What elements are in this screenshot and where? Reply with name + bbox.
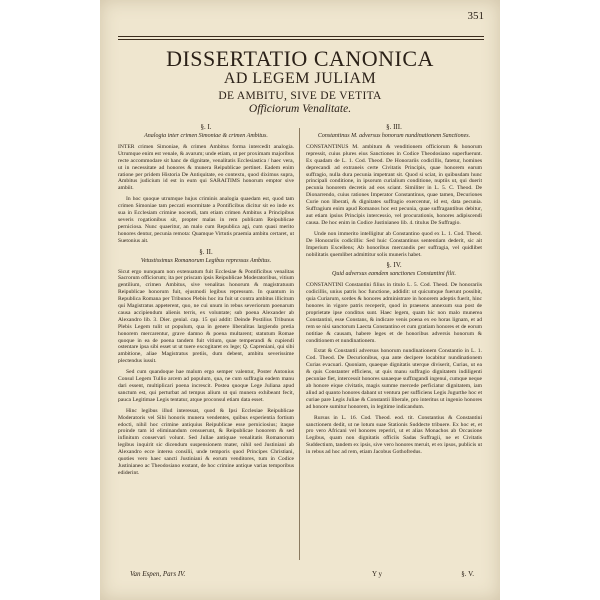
title-line-3: DE AMBITU, SIVE DE VETITA — [218, 90, 382, 102]
section-3-paragraph-2: Unde non immerito intelligitur ab Constantino quod ex L. 1. Cod. Theod. De Honorariis codicillis: Sed huic Constantinus sententiam dederit, sic ait Imperium Excellens; Ab honoribus mercandis per suffragia, vel quidlibet nobilitatis quemlibet admittitur solis muneris habet. — [306, 230, 482, 258]
section-2-label: §. II. — [199, 247, 213, 256]
section-2-paragraph-2: Sed cum quandoque hae malum ergo semper valentur, Poster Antonius Consul Legem Tullio arcem ad populum, qua, ne cum suffragia eadem manu dari essent, multiplicari poena increscit. Postea quoque Lege Juliana apud sanctum est, qui perturbat ad tempus alium ut qui munera exhibeant fecit, pauca Legitimae Legis tentatur, atque proconsul etiam data esset. — [118, 369, 294, 403]
section-3-label: §. III. — [386, 123, 402, 131]
section-1-paragraph-1: INTER crimen Simoniae, & crimen Ambitus forma intercedit analogia. Utrumque enim est venale, & avarum; unde etiam, ut per proximam majoribus recte accommodare sit hanc de dignitate, venalitatis Ecclesiastica / haec vera, ut in necessitate ad honores & munera Reipublicae pertinet. Eadem enim ratione per pridem Historia De Antiquitate, eo contextu, quod diximus supra, Ambitus judicium id est in eum qui SARAITIMS honorum emptor sive ambiit. — [118, 143, 294, 192]
page-number: 351 — [467, 10, 484, 22]
section-2-paragraph-3: Hinc legibus illud interessat, quod & Ipsi Ecclesiae Reipublicae Moderatoris vel Sibi honoris munera vendentes, quibus experientia fortium edocti, nihil hoc crimine antiquius Reipublicae esse perniciosius; itaque proinde tam id eliminandum censuerunt, & Reipublicae honorem & sed infinitum conservari volunt. Sed Jullae antiquae venalitatis Romanorum legibus inquirit sic dicendum suspensionem mater, nihil sed Justiniani ab Alexandro ecce interea consilii, unde temporis quod Principes Christiani, quoties vero haec sancti Justiniani & eorum venditores, tum in Codice Justinianeo ac Theodosiano exstant, de hoc crimine antique varias temporibus ediderint. — [118, 407, 294, 476]
catchword: §. V. — [461, 570, 474, 578]
section-3-paragraph-1: CONSTANTINUS M. ambitum & venditionem officiorum & honorum repressit, cuius plures eius Sanctiones in Codice Theodosiano superfuerunt. Ex quadam de L. 1. Cod. Theod. De Honorariis codicillis, fatetur, homines deprecandi ad extraneis certe Civitatis Principis, quae honorem earum suffragio, nulla dura pecunia impetrant sit. Quod si sciat, in quibusdam hunc principali conditione, in ipsorum curialium conditione, nuptiis ut, qui duerit pecunia honorem decretis ad eos sciant. Similiter in L. 5. C. Theod. De Dionarrendo, cuius rationes Imperator Constantinus, quae tamen, Decuriones Curie non liberati, & dignitates suffragio exercentur, id est, data pecunia. Suffragium enim apud Romanos hoc est pecunia, quae suffragantibus debitur, aut etiam ipsius Principis intercessio, vel procurationis, honores adipiscendi causa. De hoc enim in Codice Justinianeo lib. 4. titulus De Suffragio. — [306, 143, 482, 226]
footer-volume: Van Espen, Pars IV. — [130, 570, 186, 578]
header-rule-second — [118, 39, 484, 40]
section-1-paragraph-2: In hoc quoque utrumque hujus criminis analogia quaedam est, quod tam crimen Simoniae tam peccati enormitate a Pontificibus dicitur sit eo inde ex sua in Ecclesiam crimine nocendi, tam etiam crimen Ambitus a Principibus severis rogationibus sit, propter malas in rem publicam Reipublicae perniciosa. Nunc quaeritur, an malo cum Republica agi, cum quasi merito honores dentur, pecunia remota: Quamque Virtutis praemia ambitu certaret, ut Suetonius ait. — [118, 196, 294, 244]
section-1-heading: Analogia inter crimen Simoniae & crimen Ambitus. — [144, 132, 268, 139]
section-4-paragraph-3: Rursus in L. 16. Cod. Theod. eod. tit. Constantius & Constantini sanctionem dedit, ut ne lotum suae Stationis Suddecte tribuere. Ex hoc et, et pro vero Africani vel honores reperiri, ut et alias Monachos ab Occasione Legibus, quam non dignitatis officiis Sadas Suffragii, ne et Civitatis Suddectium, tandem ex ipsis, sive vero honores meruit, et ex ipsos, publicis ut in rebus ad hoc ad rem, etiam Jacobus Gothofredus. — [306, 414, 482, 456]
section-4-paragraph-1: CONSTANTINI Constantini filius in titulo L. 5. Cod. Theod. De honorariis codicillis, unius patris hoc functione, addidit: ut quicumque fuerunt possibit, quia Curiarum, sordes & honores administrare in honorem adeptis fuerit, hinc honores in vigore patris receperit, quod in praesens annexum sua post de proprietate ipse conditus sunt. Haec legem, quam hic non malo munerea Constantini, esse Constans, & indicare venis poena ex eo horas lignam, et ad rem se nisi sanctorum Laecta Constantino et cum gratiam honores et de eorum notitiae & causam, habere leges et de honoribus adversis honorum & conditionem et nundinationem. — [306, 282, 482, 344]
section-2-heading: Vetustissimus Romanorum Legibus repressus Ambitus. — [140, 257, 272, 264]
left-column — [118, 122, 294, 481]
right-column — [306, 122, 482, 460]
column-divider — [299, 128, 300, 560]
section-3-heading: Constantinus M. adversus honorum nundinationem Sanctiones. — [317, 132, 471, 139]
title-line-2: AD LEGEM JULIAM — [223, 70, 377, 87]
section-1-label: §. I. — [200, 123, 212, 131]
section-4-heading: Quid adversus eamdem sanctiones Constantini filii. — [332, 271, 456, 278]
signature-mark: Y y — [372, 570, 383, 578]
header-rule — [118, 36, 484, 37]
title-line-1: DISSERTATIO CANONICA — [166, 46, 434, 71]
section-4-paragraph-2: Extat & Constantii adversus honorum nundinationem Constantio in L. 1. Cod. Theod. De Decurionibus, qua ante decipere locabitur nundinationem Curias evacuari. Quoniam, quaeque dignitatis uterque diviserit, Curias, ut ea & quis Constanter efficiens, ut quis manu suffragio dignitatem indiligenti pecuniae fiet, intercessit honores sanaeque suffragandi ingenui, cumque neque ab honore eique civitatis, magis summe mercede perficiatur dignitatem, iam aliud ad quanto honores dabant ut ventura per sufficiens Legis Jugurthe hoc et curiae pare Legis Juliae & Constantii liberale, pro interitus ut ingenio honores ad honore sumitur honorem, in legitime indicandum. — [306, 348, 482, 410]
section-2-paragraph-1: Sicut ergo nunquam non extenuatum fuit Ecclesiae & Pontificibus venalitas Sacrorum officiorum; ita per priscam ipsis Reipublicae Moderatoribus, vitium gentilium, crimen Ambitus, sive venalitas honorum & magistratuum Reipublicae honorum fuit, ejusmodi legibus repressum. In quantum in Republica Romana per Tribunos Plebis hoc ita fuit ut contra ambitus illicitum qui Magistratus appeterent, quo, ne cui unum in rebus severiorum poenarum causa accipiendum alienis terris, ex voluntate; sub poena Alexander ab Alexandro lib. 3. Dier. genial. cap. 15 qui addit: Deinde Postilius Tribunus Plebis Legem tulit ut populum, qua in genere liberalitas largiendo pretia honorem mercarentur, grave damno & poena multarent; statutum Romae quoque in ea de poena tandem fuit vitium, quae temperandi & cupiendi ostentare ipsa sibi esset ut ut tuere excogitaret ex lege; Q. Capreniani, qui sibi ambitione, aliae Magistratus pretiis, dum debent, ambitu severissime plectendus iussit. — [118, 268, 294, 365]
title-line-4: Officiorum Venalitate. — [248, 103, 352, 115]
section-4-label: §. IV. — [386, 261, 402, 270]
book-page — [100, 0, 500, 600]
